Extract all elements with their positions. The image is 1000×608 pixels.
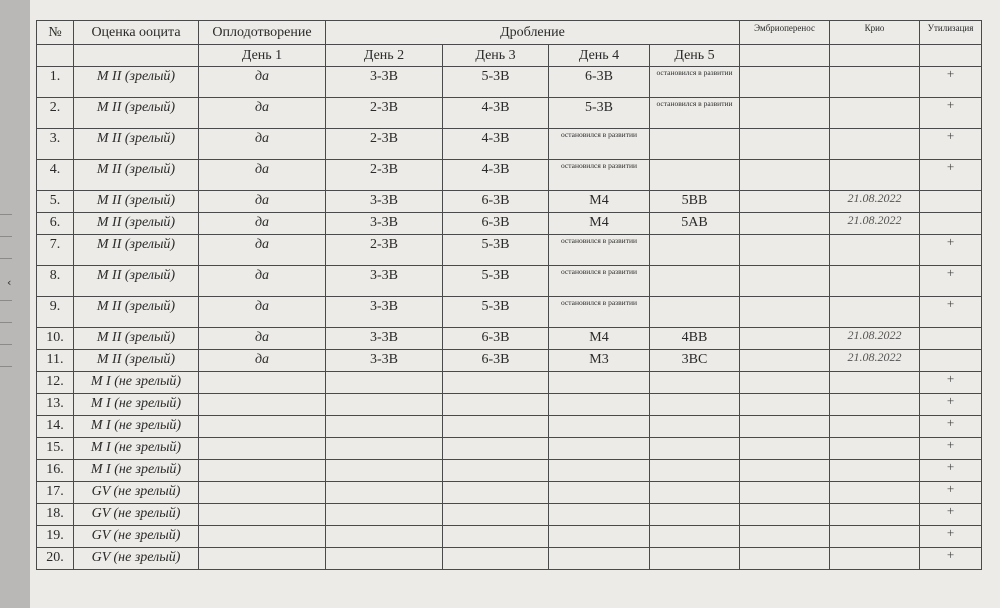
day4-cell: 6-3B [549, 67, 650, 98]
day5-cell [650, 438, 740, 460]
row-number-cell: 19. [37, 526, 74, 548]
oocyte-grade-cell: M II (зрелый) [74, 129, 199, 160]
day2-cell [326, 504, 443, 526]
row-number-cell: 17. [37, 482, 74, 504]
day3-cell: 5-3B [443, 266, 549, 297]
day5-cell [650, 297, 740, 328]
table-row [37, 438, 982, 460]
cryo-cell [830, 235, 920, 266]
document-sheet [30, 0, 1000, 608]
day3-cell: 6-3B [443, 350, 549, 372]
table-row [37, 372, 982, 394]
day3-cell [443, 394, 549, 416]
table-row [37, 416, 982, 438]
table-row [37, 504, 982, 526]
day2-cell: 3-3B [326, 191, 443, 213]
col-header-num: № [37, 21, 74, 45]
cryo-cell [830, 297, 920, 328]
ruler-mark [0, 344, 12, 345]
table-row [37, 328, 982, 350]
day4-cell: M4 [549, 191, 650, 213]
day3-cell: 4-3B [443, 129, 549, 160]
transfer-cell [740, 394, 830, 416]
day4-cell: остановился в развитии [549, 266, 650, 297]
day2-cell [326, 372, 443, 394]
day4-cell: остановился в развитии [549, 129, 650, 160]
transfer-cell [740, 129, 830, 160]
transfer-cell [740, 504, 830, 526]
utilization-cell: + [920, 526, 982, 548]
col-header-fertilization: Оплодотворение [199, 21, 326, 45]
utilization-cell: + [920, 266, 982, 297]
table-row [37, 266, 982, 297]
row-number-cell: 8. [37, 266, 74, 297]
day2-cell: 3-3B [326, 67, 443, 98]
utilization-cell [920, 213, 982, 235]
ruler-mark [0, 236, 12, 237]
fertilization-cell [199, 482, 326, 504]
table-row [37, 213, 982, 235]
transfer-cell [740, 235, 830, 266]
day3-cell: 4-3B [443, 160, 549, 191]
utilization-cell: + [920, 504, 982, 526]
transfer-cell [740, 438, 830, 460]
table-row [37, 67, 982, 98]
day5-cell [650, 504, 740, 526]
cryo-cell [830, 504, 920, 526]
fertilization-cell: да [199, 235, 326, 266]
day2-cell: 3-3B [326, 350, 443, 372]
ruler-mark [0, 366, 12, 367]
utilization-cell: + [920, 548, 982, 570]
table-row [37, 191, 982, 213]
header-row-1 [37, 21, 982, 45]
table-row [37, 526, 982, 548]
oocyte-grade-cell: M II (зрелый) [74, 328, 199, 350]
fertilization-cell [199, 372, 326, 394]
row-number-cell: 15. [37, 438, 74, 460]
transfer-cell [740, 328, 830, 350]
row-number-cell: 12. [37, 372, 74, 394]
day2-cell [326, 482, 443, 504]
day3-cell [443, 372, 549, 394]
day2-cell: 3-3B [326, 328, 443, 350]
cryo-cell: 21.08.2022 [830, 213, 920, 235]
row-number-cell: 9. [37, 297, 74, 328]
transfer-cell [740, 548, 830, 570]
day2-cell [326, 460, 443, 482]
fertilization-cell: да [199, 129, 326, 160]
table-row [37, 98, 982, 129]
day5-cell: 5AB [650, 213, 740, 235]
oocyte-grade-cell: GV (не зрелый) [74, 548, 199, 570]
fertilization-cell: да [199, 297, 326, 328]
col-header-day2: День 2 [326, 45, 443, 67]
col-header-day3: День 3 [443, 45, 549, 67]
ruler-mark [0, 322, 12, 323]
day5-cell [650, 394, 740, 416]
utilization-cell: + [920, 372, 982, 394]
fertilization-cell: да [199, 328, 326, 350]
row-number-cell: 18. [37, 504, 74, 526]
fertilization-cell: да [199, 98, 326, 129]
day3-cell: 5-3B [443, 235, 549, 266]
day5-cell [650, 129, 740, 160]
oocyte-grade-cell: M II (зрелый) [74, 160, 199, 191]
table-body [37, 67, 982, 570]
fertilization-cell [199, 526, 326, 548]
oocyte-grade-cell: M II (зрелый) [74, 67, 199, 98]
fertilization-cell [199, 394, 326, 416]
fertilization-cell: да [199, 160, 326, 191]
header-empty-cell [74, 45, 199, 67]
transfer-cell [740, 482, 830, 504]
oocyte-grade-cell: M I (не зрелый) [74, 394, 199, 416]
row-number-cell: 2. [37, 98, 74, 129]
transfer-cell [740, 98, 830, 129]
transfer-cell [740, 372, 830, 394]
day4-cell [549, 460, 650, 482]
header-empty-cell [830, 45, 920, 67]
transfer-cell [740, 416, 830, 438]
table-row [37, 350, 982, 372]
day2-cell: 2-3B [326, 98, 443, 129]
day3-cell [443, 526, 549, 548]
utilization-cell: + [920, 297, 982, 328]
row-number-cell: 11. [37, 350, 74, 372]
transfer-cell [740, 160, 830, 191]
row-number-cell: 10. [37, 328, 74, 350]
oocyte-grade-cell: GV (не зрелый) [74, 504, 199, 526]
oocyte-grade-cell: M II (зрелый) [74, 350, 199, 372]
oocyte-grade-cell: M II (зрелый) [74, 235, 199, 266]
col-header-day5: День 5 [650, 45, 740, 67]
oocyte-grade-cell: M II (зрелый) [74, 266, 199, 297]
col-header-cleavage: Дробление [326, 21, 740, 45]
transfer-cell [740, 526, 830, 548]
day5-cell [650, 526, 740, 548]
day5-cell [650, 416, 740, 438]
transfer-cell [740, 67, 830, 98]
table-row [37, 548, 982, 570]
header-empty-cell [920, 45, 982, 67]
day2-cell [326, 394, 443, 416]
row-number-cell: 7. [37, 235, 74, 266]
embryology-table [36, 20, 982, 570]
day5-cell: остановился в развитии [650, 67, 740, 98]
transfer-cell [740, 266, 830, 297]
day3-cell: 6-3B [443, 191, 549, 213]
header-empty-cell [37, 45, 74, 67]
day2-cell [326, 438, 443, 460]
row-number-cell: 14. [37, 416, 74, 438]
fertilization-cell [199, 548, 326, 570]
day2-cell [326, 416, 443, 438]
day4-cell: остановился в развитии [549, 160, 650, 191]
table-row [37, 160, 982, 191]
cryo-cell [830, 548, 920, 570]
utilization-cell: + [920, 129, 982, 160]
fertilization-cell: да [199, 67, 326, 98]
cryo-cell [830, 416, 920, 438]
day5-cell: 3BC [650, 350, 740, 372]
day4-cell: M4 [549, 328, 650, 350]
fertilization-cell [199, 460, 326, 482]
col-header-oocyte: Оценка ооцита [74, 21, 199, 45]
day2-cell [326, 526, 443, 548]
cryo-cell [830, 98, 920, 129]
day5-cell: остановился в развитии [650, 98, 740, 129]
cryo-cell [830, 372, 920, 394]
day5-cell [650, 160, 740, 191]
day3-cell [443, 548, 549, 570]
row-number-cell: 4. [37, 160, 74, 191]
day3-cell: 6-3B [443, 328, 549, 350]
day5-cell: 5BB [650, 191, 740, 213]
collapse-arrow-icon[interactable]: ‹ [7, 276, 12, 289]
day3-cell: 5-3B [443, 67, 549, 98]
utilization-cell: + [920, 438, 982, 460]
row-number-cell: 6. [37, 213, 74, 235]
table-row [37, 235, 982, 266]
day4-cell [549, 372, 650, 394]
oocyte-grade-cell: GV (не зрелый) [74, 526, 199, 548]
row-number-cell: 20. [37, 548, 74, 570]
cryo-cell: 21.08.2022 [830, 328, 920, 350]
day4-cell: остановился в развитии [549, 235, 650, 266]
cryo-cell: 21.08.2022 [830, 191, 920, 213]
utilization-cell: + [920, 98, 982, 129]
day5-cell [650, 235, 740, 266]
day5-cell [650, 266, 740, 297]
day3-cell: 4-3B [443, 98, 549, 129]
cryo-cell [830, 266, 920, 297]
ruler-mark [0, 300, 12, 301]
day5-cell [650, 372, 740, 394]
utilization-cell: + [920, 460, 982, 482]
table-row [37, 297, 982, 328]
ruler-mark [0, 258, 12, 259]
cryo-cell [830, 160, 920, 191]
table-row [37, 129, 982, 160]
fertilization-cell: да [199, 350, 326, 372]
day2-cell: 3-3B [326, 213, 443, 235]
utilization-cell [920, 350, 982, 372]
day4-cell [549, 482, 650, 504]
day2-cell: 2-3B [326, 129, 443, 160]
oocyte-grade-cell: M I (не зрелый) [74, 438, 199, 460]
header-empty-cell [740, 45, 830, 67]
oocyte-grade-cell: M II (зрелый) [74, 297, 199, 328]
cryo-cell: 21.08.2022 [830, 350, 920, 372]
fertilization-cell: да [199, 266, 326, 297]
day2-cell: 3-3B [326, 297, 443, 328]
row-number-cell: 5. [37, 191, 74, 213]
left-margin-strip [0, 0, 30, 608]
day5-cell [650, 548, 740, 570]
day5-cell: 4BB [650, 328, 740, 350]
oocyte-grade-cell: M II (зрелый) [74, 191, 199, 213]
day4-cell [549, 394, 650, 416]
utilization-cell: + [920, 235, 982, 266]
fertilization-cell [199, 438, 326, 460]
table-row [37, 460, 982, 482]
day3-cell [443, 460, 549, 482]
day3-cell [443, 416, 549, 438]
transfer-cell [740, 350, 830, 372]
day4-cell [549, 416, 650, 438]
day3-cell [443, 482, 549, 504]
day4-cell: M3 [549, 350, 650, 372]
ruler-mark [0, 214, 12, 215]
utilization-cell: + [920, 394, 982, 416]
cryo-cell [830, 129, 920, 160]
cryo-cell [830, 460, 920, 482]
day4-cell: остановился в развитии [549, 297, 650, 328]
day3-cell: 5-3B [443, 297, 549, 328]
utilization-cell: + [920, 67, 982, 98]
col-header-day4: День 4 [549, 45, 650, 67]
day4-cell: 5-3B [549, 98, 650, 129]
col-header-cryo: Крио [830, 21, 920, 45]
day2-cell: 2-3B [326, 235, 443, 266]
transfer-cell [740, 191, 830, 213]
oocyte-grade-cell: M I (не зрелый) [74, 416, 199, 438]
col-header-day1: День 1 [199, 45, 326, 67]
row-number-cell: 1. [37, 67, 74, 98]
fertilization-cell: да [199, 191, 326, 213]
cryo-cell [830, 526, 920, 548]
day4-cell: M4 [549, 213, 650, 235]
row-number-cell: 13. [37, 394, 74, 416]
day4-cell [549, 438, 650, 460]
cryo-cell [830, 438, 920, 460]
col-header-utilization: Утилизация [920, 21, 982, 45]
day3-cell [443, 504, 549, 526]
transfer-cell [740, 297, 830, 328]
day4-cell [549, 548, 650, 570]
fertilization-cell [199, 504, 326, 526]
header-row-2 [37, 45, 982, 67]
day4-cell [549, 526, 650, 548]
utilization-cell [920, 328, 982, 350]
row-number-cell: 3. [37, 129, 74, 160]
day4-cell [549, 504, 650, 526]
oocyte-grade-cell: GV (не зрелый) [74, 482, 199, 504]
utilization-cell: + [920, 482, 982, 504]
day5-cell [650, 460, 740, 482]
day3-cell: 6-3B [443, 213, 549, 235]
cryo-cell [830, 394, 920, 416]
day2-cell: 2-3B [326, 160, 443, 191]
row-number-cell: 16. [37, 460, 74, 482]
table-row [37, 482, 982, 504]
oocyte-grade-cell: M II (зрелый) [74, 98, 199, 129]
fertilization-cell [199, 416, 326, 438]
oocyte-grade-cell: M I (не зрелый) [74, 460, 199, 482]
col-header-transfer: Эмбриоперенос [740, 21, 830, 45]
day2-cell [326, 548, 443, 570]
transfer-cell [740, 213, 830, 235]
oocyte-grade-cell: M I (не зрелый) [74, 372, 199, 394]
utilization-cell: + [920, 160, 982, 191]
transfer-cell [740, 460, 830, 482]
day2-cell: 3-3B [326, 266, 443, 297]
day5-cell [650, 482, 740, 504]
table-row [37, 394, 982, 416]
cryo-cell [830, 482, 920, 504]
utilization-cell [920, 191, 982, 213]
oocyte-grade-cell: M II (зрелый) [74, 213, 199, 235]
day3-cell [443, 438, 549, 460]
fertilization-cell: да [199, 213, 326, 235]
utilization-cell: + [920, 416, 982, 438]
cryo-cell [830, 67, 920, 98]
